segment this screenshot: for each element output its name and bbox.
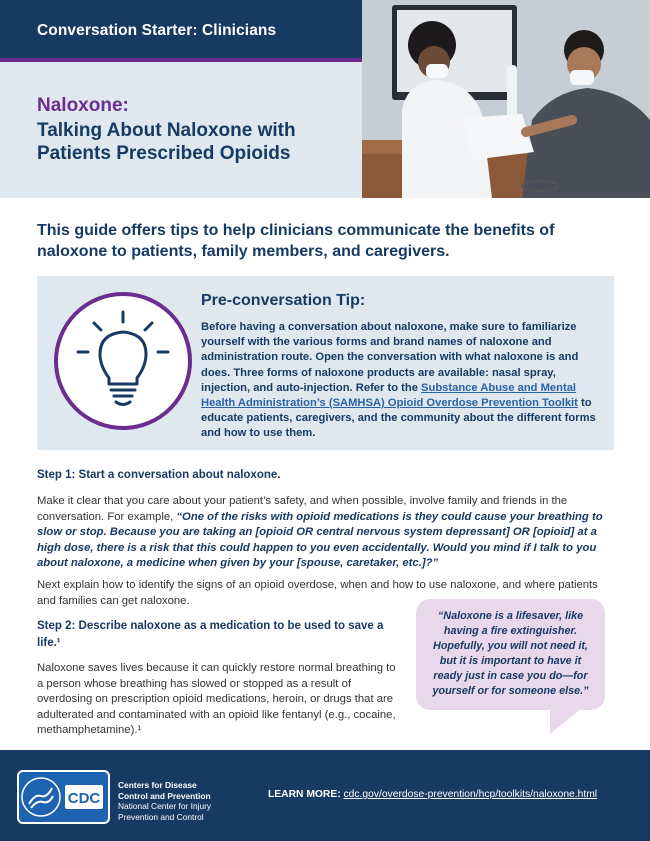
learn-more bbox=[268, 789, 597, 800]
quote-callout-tail bbox=[550, 708, 582, 734]
document-label: Conversation Starter: Clinicians bbox=[37, 22, 277, 39]
org-line-3: National Center for Injury bbox=[118, 801, 212, 811]
step1-lead: Make it clear that you care about your patient’s safety, and when possible, involve family and friends in the conversation. For example, bbox=[37, 495, 568, 523]
header-band bbox=[0, 0, 362, 58]
quote-callout bbox=[416, 599, 605, 710]
cdc-logo bbox=[17, 770, 110, 824]
cdc-logo-text: CDC bbox=[67, 790, 101, 807]
step2-heading: Step 2: Describe naloxone as a medication to be used to save a life.¹ bbox=[37, 620, 384, 649]
learn-more-label: LEARN MORE: bbox=[268, 789, 341, 800]
org-line-4: Prevention and Control bbox=[118, 811, 204, 822]
learn-more-link[interactable]: cdc.gov/overdose-prevention/hcp/toolkits/naloxone.html bbox=[343, 789, 598, 800]
step1-next-paragraph: Next explain how to identify the signs of an opioid overdose, when and how to use naloxone, and where patients and families can get naloxone. bbox=[37, 579, 598, 607]
step1-example-quote: “One of the risks with opioid medications is they could cause your breathing to slow or stop. Because you are taking an [opioid OR central nervous system depressant] OR [opioid] at a high dose, there is a risk that this could happen to you even accidentally. Would you mind if I talk to you about naloxone, a medicine when given by your [spouse, caretaker, etc.]?” bbox=[37, 510, 603, 569]
tip-body bbox=[201, 320, 601, 442]
org-line-1: Centers for Disease bbox=[118, 780, 197, 790]
clinician-patient-photo bbox=[362, 0, 650, 198]
page-title-prefix: Naloxone: bbox=[37, 95, 129, 116]
step1-heading: Step 1: Start a conversation about naloxone. bbox=[37, 469, 281, 481]
tip-text-lead: Before having a conversation about naloxone, make sure to familiarize yourself with the various forms and brand names of naloxone and administration route. Open the conversation with what naloxone is and does. Three forms of naloxone products are available: nasal spray, injection, and auto-injection. Refer to the bbox=[201, 321, 579, 394]
quote-callout-text: “Naloxone is a lifesaver, like having a fire extinguisher. Hopefully, you will not need it, but it is important to have it ready just in case you do—for yourself or for someone else.” bbox=[432, 610, 589, 697]
page-title: Talking About Naloxone with Patients Prescribed Opioids bbox=[37, 120, 296, 164]
tip-text-tail: to educate patients, caregivers, and the community about the different forms and how to use them. bbox=[201, 397, 596, 440]
lightbulb-icon bbox=[54, 292, 192, 430]
step1-paragraph bbox=[37, 494, 617, 572]
tip-heading: Pre-conversation Tip: bbox=[201, 292, 366, 309]
samhsa-toolkit-link[interactable]: Substance Abuse and Mental Health Administration’s (SAMHSA) Opioid Overdose Prevention Toolkit bbox=[201, 381, 578, 410]
intro-statement: This guide offers tips to help clinicians communicate the benefits of naloxone to patients, family members, and caregivers. bbox=[37, 222, 555, 260]
org-line-2: Control and Prevention bbox=[118, 790, 211, 801]
title-panel bbox=[0, 62, 362, 198]
footer bbox=[0, 750, 650, 841]
step2-paragraph: Naloxone saves lives because it can quickly restore normal breathing to a person whose breathing has slowed or stopped as a result of overdosing on prescription opioid medications, heroin, or drugs that are adulterated and contaminated with an opioid like fentanyl (e.g., cocaine, methamphetamine).¹ bbox=[37, 662, 396, 736]
organization-name bbox=[118, 780, 211, 822]
pre-conversation-tip-box bbox=[37, 276, 614, 450]
